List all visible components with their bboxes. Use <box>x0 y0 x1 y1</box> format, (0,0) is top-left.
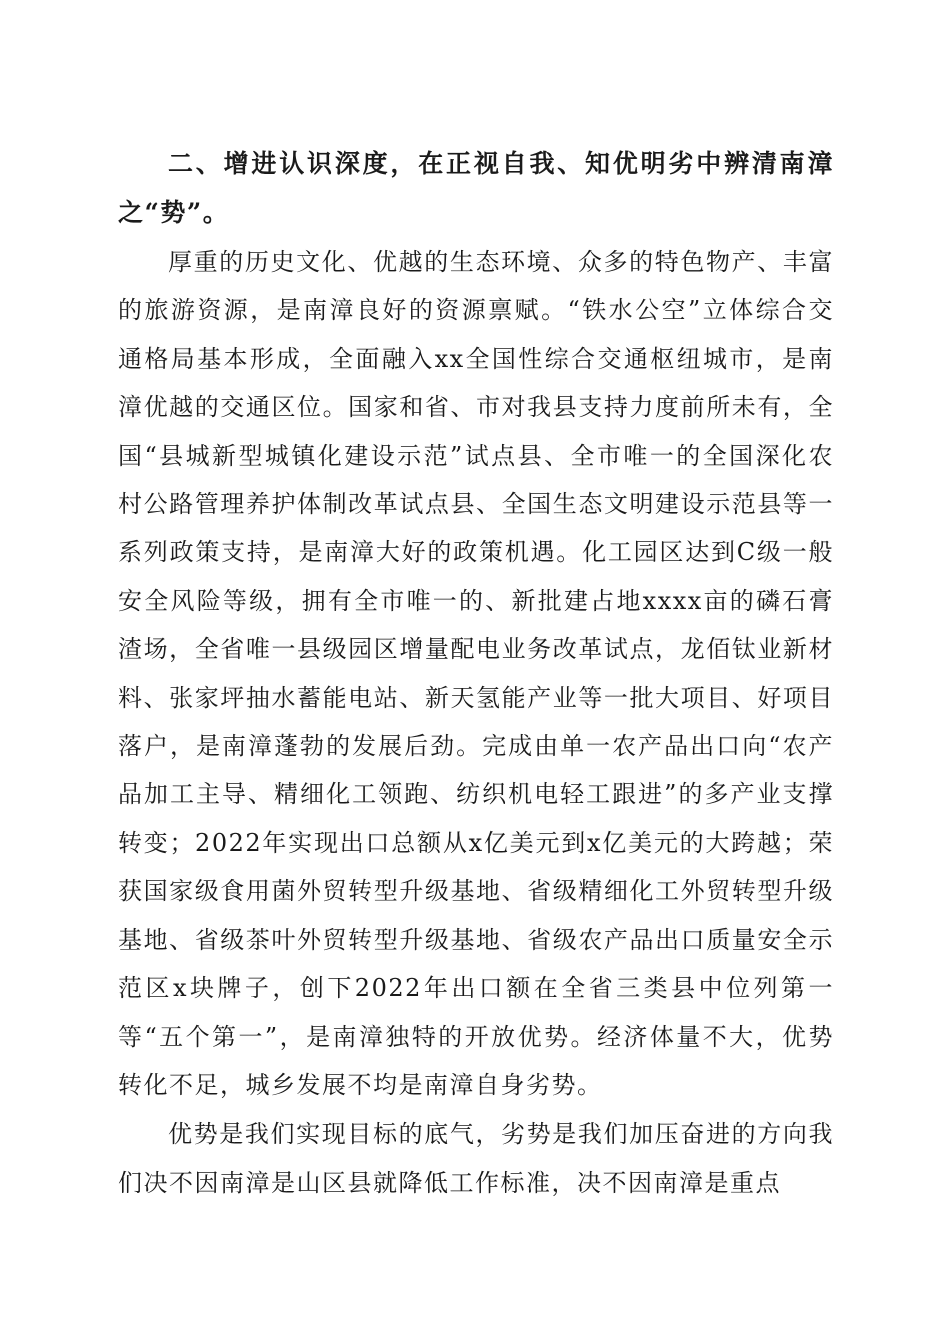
document-page <box>118 140 834 1207</box>
body-paragraph: 厚重的历史文化、优越的生态环境、众多的特色物产、丰富的旅游资源，是南漳良好的资源禀赋。“铁水公空”立体综合交通格局基本形成，全面融入xx全国性综合交通枢纽城市，是南漳优越的交通区位。国家和省、市对我县支持力度前所未有，全国“县城新型城镇化建设示范”试点县、全市唯一的全国深化农村公路管理养护体制改革试点县、全国生态文明建设示范县等一系列政策支持，是南漳大好的政策机遇。化工园区达到C级一般安全风险等级，拥有全市唯一的、新批建占地xxxx亩的磷石膏渣场，全省唯一县级园区增量配电业务改革试点，龙佰钛业新材料、张家坪抽水蓄能电站、新天氢能产业等一批大项目、好项目落户，是南漳蓬勃的发展后劲。完成由单一农产品出口向“农产品加工主导、精细化工领跑、纺织机电轻工跟进”的多产业支撑转变；2022年实现出口总额从x亿美元到x亿美元的大跨越；荣获国家级食用菌外贸转型升级基地、省级精细化工外贸转型升级基地、省级茶叶外贸转型升级基地、省级农产品出口质量安全示范区x块牌子，创下2022年出口额在全省三类县中位列第一等“五个第一”，是南漳独特的开放优势。经济体量不大，优势转化不足，城乡发展不均是南漳自身劣势。 <box>118 248 834 1099</box>
section-heading: 二、增进认识深度，在正视自我、知优明劣中辨清南漳之“势”。 <box>118 149 834 227</box>
body-paragraph: 优势是我们实现目标的底气，劣势是我们加压奋进的方向我们决不因南漳是山区县就降低工作标准，决不因南漳是重点 <box>118 1120 834 1197</box>
